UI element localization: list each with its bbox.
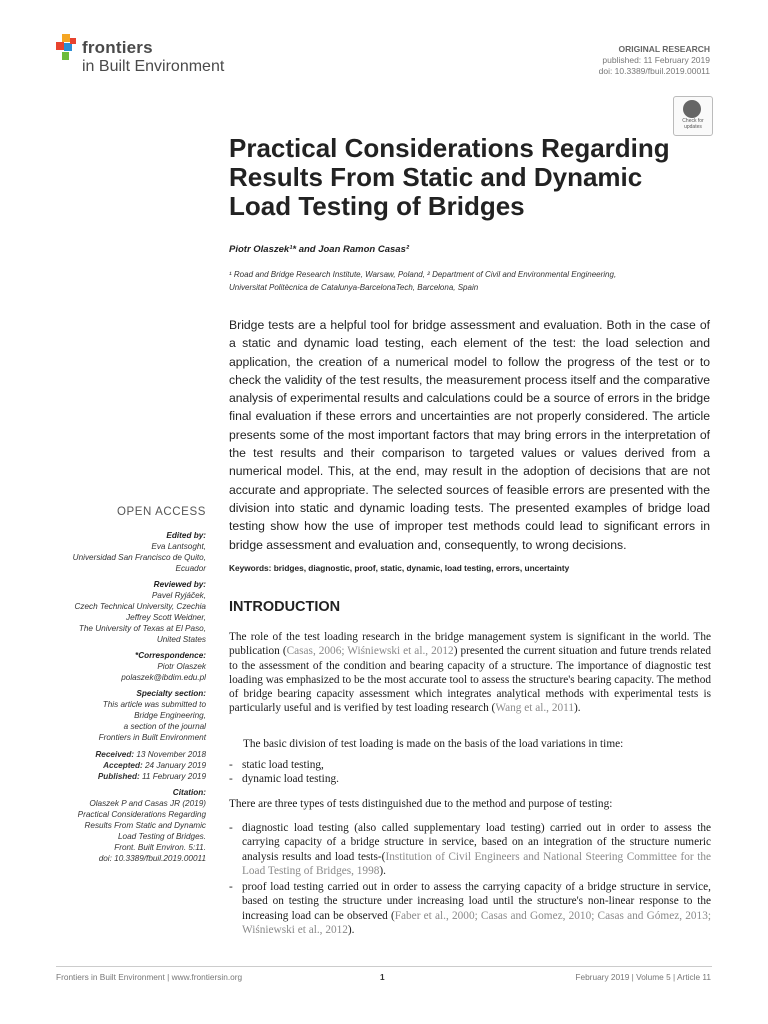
citation-doi[interactable]: doi: 10.3389/fbuil.2019.00011 [98, 854, 206, 863]
journal-logo[interactable] [56, 34, 276, 84]
editor-line: Ecuador [175, 564, 206, 573]
published-date: published: 11 February 2019 [602, 55, 710, 65]
test-type-list [229, 821, 711, 937]
correspondence-email[interactable]: polaszek@ibdim.edu.pl [121, 673, 206, 682]
abstract: Bridge tests are a helpful tool for bridge assessment and evaluation. Both in the case of a static and dynamic load testing, each element of the test: the load selection and application, the creation of a numerical model to follow the progress of the test or to check the validity of the test results, the measurement process itself and the comparative analysis of experimental results and calculations could be a source of errors in the bridge final evaluation if these errors and uncertainties are not properly considered. The article presents some of the most important factors that may bring errors in the interpretation of the test results and their comparison to targeted values or values derived from a numerical model. This, at the end, may result in the adoption of decisions that are not accurate and appropriate. The selected sources of feasible errors are presented with the division into static and dynamic loading tests. The presented examples of bridge load testing show how the use of improper test methods could lead to significant errors in bridge assessment and evaluation and, consequently, to wrong decisions. [229, 318, 710, 552]
list-item: - dynamic load testing. [229, 773, 339, 786]
received-date [56, 749, 206, 760]
specialty-line: a section of the journal [123, 722, 206, 731]
article-type: ORIGINAL RESEARCH [618, 44, 710, 54]
open-access-label: OPEN ACCESS [116, 506, 206, 518]
intro-paragraph-2: The basic division of test loading is made on the basis of the load variations in time: [243, 738, 624, 750]
date-value: 11 February 2019 [141, 772, 206, 781]
date-value: 24 January 2019 [145, 761, 206, 770]
brand-name: frontiers [82, 38, 153, 57]
list-item-text: ). [347, 924, 355, 937]
footer-journal[interactable]: Frontiers in Built Environment | www.frontiersin.org [56, 972, 243, 982]
article-sidebar [56, 507, 206, 864]
affiliation-line: ¹ Road and Bridge Research Institute, Warsaw, Poland, ² Department of Civil and Environmental Engineering, [229, 270, 617, 279]
reviewed-by-heading: Reviewed by: [153, 580, 206, 589]
list-item-text: proof load testing carried out in order to assess the carrying capacity of a bridge structure in service, based on testing the structure under increasing load until the structure's non-linear response to the increasing load can be observed ( [242, 881, 711, 922]
intro-paragraph-3: There are three types of tests distinguished due to the method and purpose of testing: [229, 798, 613, 810]
editor-line: Eva Lantsoght, [151, 542, 206, 551]
citation-link[interactable]: Institution of Civil Engineers and National Steering Committee for the Load Testing of Bridges, 1998 [242, 850, 711, 877]
text-run: ) presented the current situation and future trends related to the assessment of the condition and bearing capacity of a structure. The importance of diagnostic test loading was emphasized to be the most accurate tool to assess the structure's bearing capacity. The method of bridge bearing capacity assessment which integrates analytical methods with experimental tests is particularly useful and is verified by test loading research ( [229, 645, 712, 715]
affiliation-line: Universitat Politècnica de Catalunya-BarcelonaTech, Barcelona, Spain [229, 283, 479, 292]
footer-issue: February 2019 | Volume 5 | Article 11 [575, 972, 711, 982]
frontiers-logo-icon [56, 34, 78, 64]
specialty-line: This article was submitted to [102, 700, 206, 709]
list-item: - proof load testing carried out in order to assess the carrying capacity of a bridge structure in service, based on testing the structure under increasing load until the structure's non-linear response to the increasing load can be observed (Faber et al., 2000; Casas and Gomez, 2010; Casas and Gómez, 2013; Wiśniewski et al., 2012). [229, 881, 711, 937]
editor-line: Universidad San Francisco de Quito, [72, 553, 206, 562]
text-run: ). [574, 702, 581, 715]
reviewer-line: Pavel Ryjáček, [151, 591, 206, 600]
intro-paragraph-1 [229, 630, 711, 716]
citation-line: Results From Static and Dynamic [84, 821, 206, 830]
accepted-date [56, 760, 206, 771]
article-doi[interactable]: doi: 10.3389/fbuil.2019.00011 [598, 66, 710, 76]
list-item-text: diagnostic load testing (also called supplementary load testing) carried out in order to assess the carrying capacity of a bridge structure in service, based on an integration of the structure numeric analysis results and load tests-( [242, 822, 711, 863]
check-badge-label: Check for updates [682, 118, 704, 130]
footer-divider [56, 966, 712, 967]
date-label: Received: [95, 750, 135, 759]
reviewer-line: Czech Technical University, Czechia [74, 602, 206, 611]
specialty-line: Bridge Engineering, [134, 711, 206, 720]
reviewer-line: United States [156, 635, 206, 644]
correspondence-name: Piotr Olaszek [157, 662, 206, 671]
list-item-text: dynamic load testing. [242, 773, 339, 786]
citation-line: Olaszek P and Casas JR (2019) [89, 799, 206, 808]
list-item-text: ). [379, 864, 386, 877]
list-item: - diagnostic load testing (also called supplementary load testing) carried out in order to assess the carrying capacity of a bridge structure in service, based on an integration of the structure numeric analysis results and load tests-(Institution of Civil Engineers and National Steering Committee for the Load Testing of Bridges, 1998). [229, 822, 711, 877]
date-label: Accepted: [103, 761, 143, 770]
check-for-updates-badge[interactable] [673, 96, 713, 136]
citation-heading: Citation: [172, 788, 206, 797]
article-title: Practical Considerations Regarding Results From Static and Dynamic Load Testing of Bridges [229, 133, 670, 221]
section-heading: INTRODUCTION [229, 599, 341, 615]
date-label: Published: [97, 772, 140, 781]
keywords: Keywords: bridges, diagnostic, proof, static, dynamic, load testing, errors, uncertainty [229, 563, 570, 573]
edited-by-heading: Edited by: [166, 531, 206, 540]
citation-link[interactable]: Wang et al., 2011 [495, 702, 574, 715]
specialty-heading: Specialty section: [136, 689, 206, 698]
author-list: Piotr Olaszek¹* and Joan Ramon Casas² [229, 244, 410, 255]
citation-line: Practical Considerations Regarding [77, 810, 206, 819]
specialty-line: Frontiers in Built Environment [98, 733, 206, 742]
page-number: 1 [380, 972, 385, 982]
citation-line: Front. Built Environ. 5:11. [114, 843, 206, 852]
article-meta [599, 44, 710, 77]
reviewer-line: Jeffrey Scott Weidner, [126, 613, 206, 622]
update-icon [683, 100, 701, 118]
list-item: - static load testing, [229, 759, 324, 771]
reviewer-line: The University of Texas at El Paso, [78, 624, 206, 633]
citation-line: Load Testing of Bridges. [118, 832, 206, 841]
citation-link[interactable]: Faber et al., 2000; Casas and Gomez, 2010; Casas and Gómez, 2013; Wiśniewski et al., 2012 [242, 909, 711, 937]
citation-link[interactable]: Casas, 2006; Wiśniewski et al., 2012 [286, 645, 454, 658]
list-item-text: static load testing, [242, 759, 324, 771]
date-value: 13 November 2018 [136, 750, 206, 759]
published-date-sidebar [56, 771, 206, 782]
journal-name: in Built Environment [82, 58, 225, 75]
correspondence-heading: *Correspondence: [135, 651, 206, 660]
text-run: The role of the test loading research in the bridge management system is significant in the world. The publication ( [229, 631, 711, 658]
load-type-list [229, 758, 711, 787]
affiliations [229, 268, 699, 294]
